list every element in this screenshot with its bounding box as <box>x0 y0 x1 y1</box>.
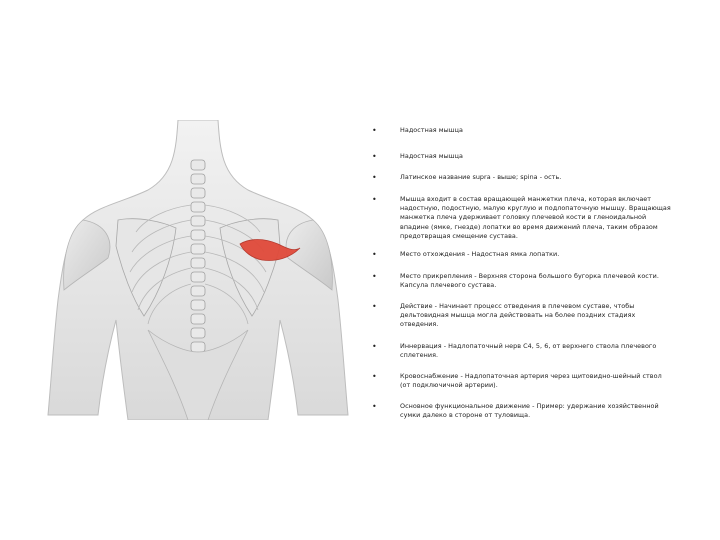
list-item <box>372 302 672 330</box>
bullet-icon: • <box>372 302 377 311</box>
list-item <box>372 402 672 420</box>
list-item <box>372 173 672 183</box>
back-anatomy-svg <box>28 120 368 420</box>
bullet-icon: • <box>372 250 377 259</box>
list-item <box>372 126 672 136</box>
list-item <box>372 342 672 360</box>
list-item <box>372 250 672 260</box>
bullet-icon: • <box>372 152 377 161</box>
list-item-text: Иннервация - Надлопаточный нерв C4, 5, 6, от верхнего ствола плечевого сплетения. <box>400 342 657 360</box>
list-item <box>372 272 672 290</box>
list-item-text: Кровоснабжение - Надлопаточная артерия через щитовидно-шейный ствол (от подключичной артерии). <box>400 372 662 390</box>
list-item-text: Мышца входит в состав вращающей манжетки плеча, которая включает надостную, подостную, малую круглую и подлопаточную мышцу. Вращающая манжетка плеча удерживает головку плечевой кости в гленоидальной впадине (ямке, гнезде) лопатки во время движений плеча, таким образом предотвращая смещение сустава. <box>400 195 671 240</box>
list-item <box>372 372 672 390</box>
bullet-icon: • <box>372 272 377 281</box>
back-anatomy-illustration <box>28 120 368 420</box>
list-item-text: Надостная мышца <box>400 152 463 160</box>
list-item-text: Действие - Начинает процесс отведения в плечевом суставе, чтобы дельтовидная мышца могла действовать на более поздних стадиях отведения. <box>400 302 636 329</box>
list-item-text: Место прикрепления - Верхняя сторона большого бугорка плечевой кости. Капсула плечевого сустава. <box>400 272 659 290</box>
bullet-icon: • <box>372 372 377 381</box>
bullet-icon: • <box>372 126 377 135</box>
list-item-text: Надостная мышца <box>400 126 463 134</box>
bullet-icon: • <box>372 342 377 351</box>
list-item <box>372 195 672 241</box>
bullet-icon: • <box>372 402 377 411</box>
bullet-icon: • <box>372 173 377 182</box>
list-item-text: Место отхождения - Надостная ямка лопатки. <box>400 250 560 258</box>
list-item <box>372 152 672 162</box>
list-item-text: Основное функциональное движение - Пример: удержание хозяйственной сумки далеко в стороне от туловища. <box>400 402 659 420</box>
list-item-text: Латинское название supra - выше; spina - ость. <box>400 173 562 181</box>
bullet-icon: • <box>372 195 377 204</box>
